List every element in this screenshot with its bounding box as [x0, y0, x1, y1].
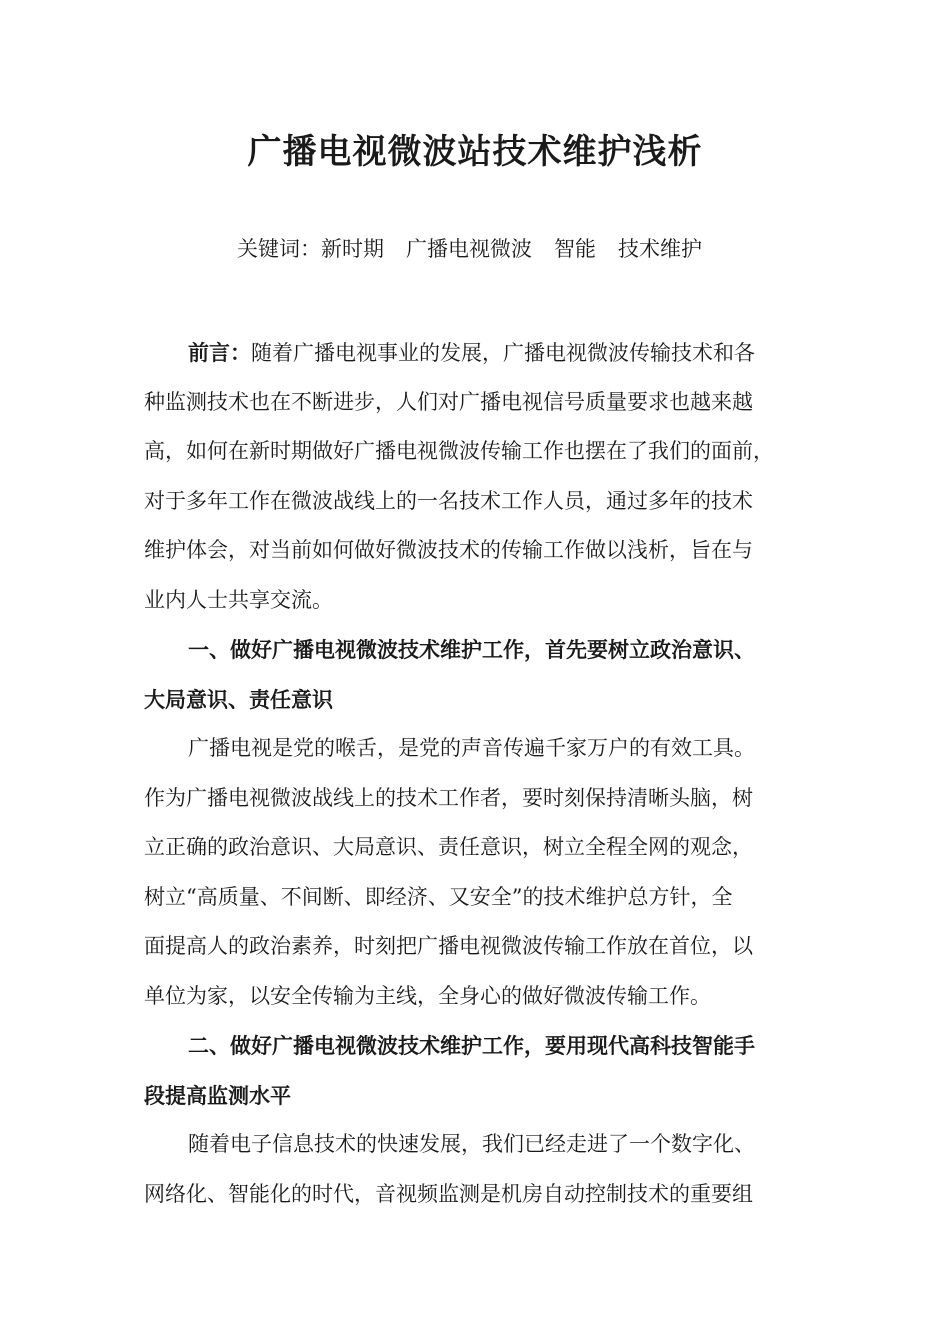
body-text: 树立“高质量、不间断、即经济、又安全”的技术维护总方针，全: [144, 884, 733, 909]
body-text: 面提高人的政治素养，时刻把广播电视微波传输工作放在首位，以: [144, 934, 753, 958]
text-line: [144, 1170, 820, 1220]
body-text: 高，如何在新时期做好广播电视微波传输工作也摆在了我们的面前，: [144, 439, 774, 463]
body-text: 单位为家，以安全传输为主线，全身心的做好微波传输工作。: [144, 983, 711, 1008]
text-line: [144, 1120, 820, 1170]
document-title: 广播电视微波站技术维护浅析: [247, 132, 703, 172]
bold-text: 前言：: [188, 340, 251, 365]
text-line: [144, 427, 820, 477]
body-text: 作为广播电视微波战线上的技术工作者，要时刻保持清晰头脑，树: [144, 785, 753, 810]
keyword: 新时期: [321, 237, 384, 261]
body-text: 种监测技术也在不断进步，人们对广播电视信号质量要求也越来越: [144, 389, 753, 414]
body-text: 对于多年工作在微波战线上的一名技术工作人员，通过多年的技术: [144, 488, 753, 513]
text-line: [144, 576, 820, 626]
body-text: 广播电视是党的喉舌，是党的声音传遍千家万户的有效工具。: [188, 736, 755, 760]
body-text: 随着广播电视事业的发展，广播电视微波传输技术和各: [251, 341, 755, 365]
text-line: [144, 922, 820, 972]
keywords-line: [0, 233, 950, 265]
body-text: 立正确的政治意识、大局意识、责任意识，树立全程全网的观念，: [144, 835, 753, 859]
text-line: [144, 625, 820, 675]
keyword: 智能: [554, 237, 596, 261]
bold-text: 大局意识、责任意识: [144, 686, 333, 712]
body-text: 业内人士共享交流。: [144, 587, 333, 612]
document-body: [144, 328, 820, 1219]
keyword: 广播电视微波: [406, 237, 532, 261]
text-line: [144, 774, 820, 824]
bold-text: 二、做好广播电视微波技术维护工作，要用现代高科技智能手: [188, 1033, 755, 1058]
keyword: 技术维护: [618, 237, 702, 261]
text-line: [144, 378, 820, 428]
bold-text: 段提高监测水平: [144, 1082, 291, 1108]
body-text: 网络化、智能化的时代，音视频监测是机房自动控制技术的重要组: [144, 1181, 753, 1206]
text-line: [144, 724, 820, 774]
text-line: [144, 972, 820, 1022]
text-line: [144, 675, 820, 725]
text-line: [144, 477, 820, 527]
text-line: [144, 1071, 820, 1121]
body-text: 随着电子信息技术的快速发展，我们已经走进了一个数字化、: [188, 1132, 755, 1156]
text-line: [144, 526, 820, 576]
bold-text: 一、做好广播电视微波技术维护工作，首先要树立政治意识、: [188, 637, 755, 662]
text-line: [144, 1021, 820, 1071]
text-line: [144, 328, 820, 378]
keywords-label: 关键词：: [237, 237, 321, 261]
text-line: [144, 873, 820, 923]
body-text: 维护体会，对当前如何做好微波技术的传输工作做以浅析，旨在与: [144, 538, 753, 562]
text-line: [144, 823, 820, 873]
